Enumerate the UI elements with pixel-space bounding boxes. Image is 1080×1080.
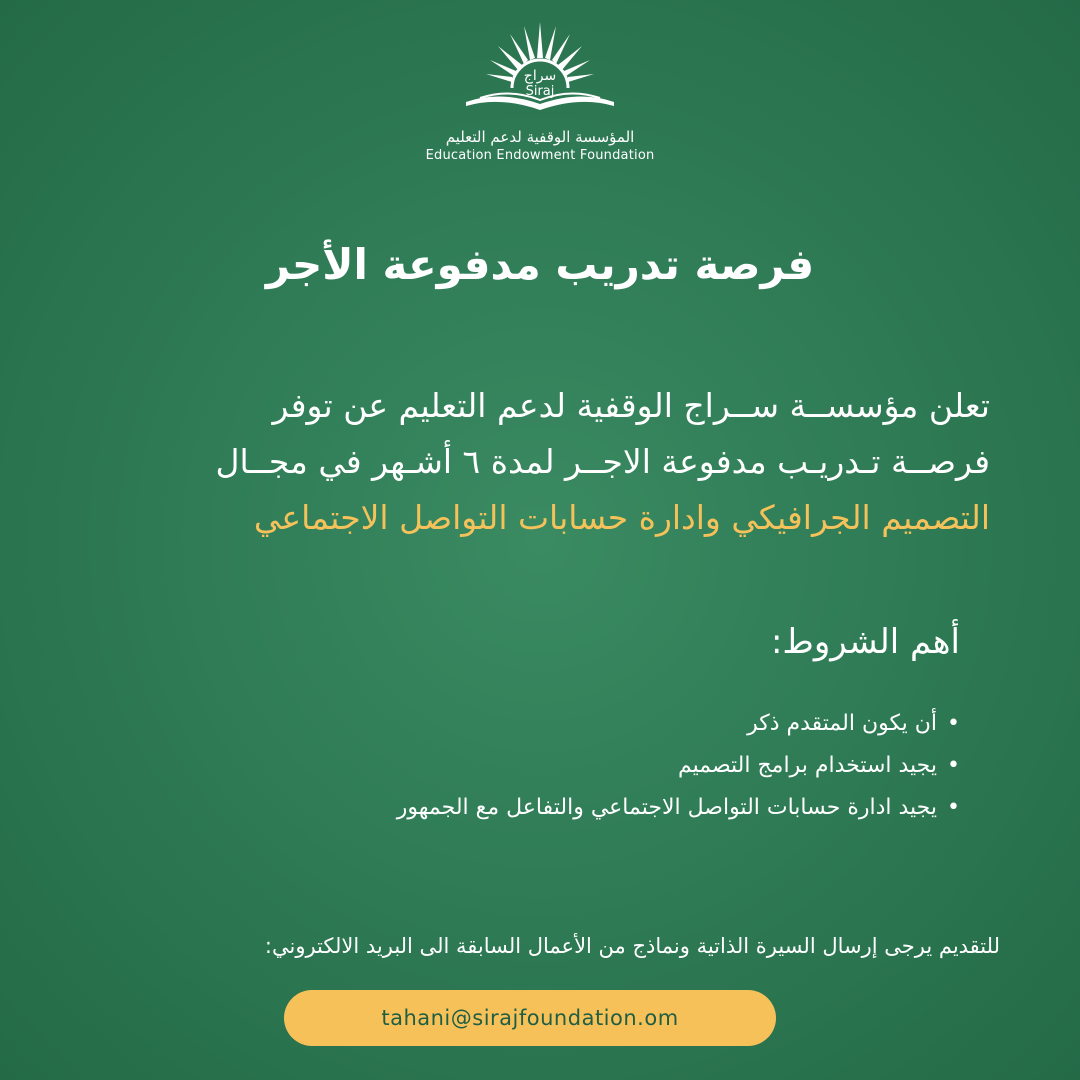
bullet-icon: •: [947, 711, 960, 736]
announcement-line-1: تعلن مؤسســة ســراج الوقفية لدعم التعليم عن توفر: [272, 386, 990, 425]
logo-latin-text: Siraj: [525, 84, 555, 99]
bullet-icon: •: [947, 753, 960, 778]
condition-text: يجيد استخدام برامج التصميم: [677, 753, 938, 778]
apply-instructions: للتقديم يرجى إرسال السيرة الذاتية ونماذج من الأعمال السابقة الى البريد الالكتروني:: [264, 934, 1000, 958]
bullet-icon: •: [947, 795, 960, 820]
email-address[interactable]: tahani@sirajfoundation.om: [381, 1006, 679, 1030]
siraj-logo: [0, 18, 1080, 118]
announcement-field-highlight: التصميم الجرافيكي وادارة حسابات التواصل الاجتماعي: [253, 498, 990, 537]
conditions-heading: أهم الشروط:: [770, 622, 960, 662]
condition-text: أن يكون المتقدم ذكر: [747, 711, 938, 736]
condition-item: [397, 745, 960, 787]
logo-arabic-text: سراج: [523, 68, 557, 84]
condition-text: يجيد ادارة حسابات التواصل الاجتماعي والتفاعل مع الجمهور: [396, 795, 938, 820]
organization-name-arabic: المؤسسة الوقفية لدعم التعليم: [445, 128, 635, 146]
email-pill[interactable]: [284, 990, 776, 1046]
announcement-line-2: فرصــة تـدريـب مدفوعة الاجــر لمدة ٦ أشـهر في مجــال: [215, 442, 990, 481]
condition-item: [397, 703, 960, 745]
page-title: فرصة تدريب مدفوعة الأجر: [265, 240, 815, 289]
organization-name-english: Education Endowment Foundation: [425, 148, 655, 163]
conditions-list: [397, 703, 960, 829]
sun-book-icon: [460, 18, 620, 118]
condition-item: [397, 787, 960, 829]
announcement-text: [80, 378, 990, 546]
